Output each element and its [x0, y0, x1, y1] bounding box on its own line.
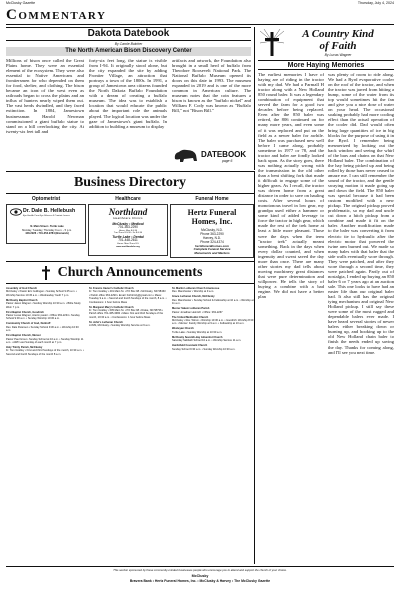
- faith-col-1: The earliest memories I have of haying are of riding in the tractor with my dad. We had a Farmall H tractor along with a New Holland 850 round baler. It was a legendary combination of equipment that served the farm for a good two decades before being replaced. Even after the 850 baler was retired, the 806 continued on for many more years, and even some of it was replaced and put on the field as a newer baler for awhile. The baler was purchased new well before I came along, probably sometime in 1977 or 78, and the tractor and baler are fondly looked back upon. As the story goes, there was nothing actually wrong with the transmission in the old other than a bent shifting fork that made it difficult to engage some of the higher gears. As I recall, the tractor was driven home from a great distance in order to save on hauling costs. After several hours of monotonous travel in low gear, my grandpa used either a hammer or some kind of added leverage to force the tractor in high gear, which made the rest of the trek home at least a little more pleasant. Those were the days when the term "tractor trek" actually meant something. Back in the days when every dollar counted, and when ingenuity and sweat saved the day more than once. There are many other stories my dad tells about moving machinery great distances that were pure determination and willpower. He tells the story of buying a combine with a bad engine. We did not have a better plan: [258, 72, 324, 300]
- faith-title-line-1: A Country Kind: [302, 28, 374, 40]
- church-entry: [172, 327, 254, 334]
- church-entry: [6, 287, 84, 297]
- church-name: Community Church of God, Denhoff: [6, 322, 51, 326]
- column-divider-lower: [254, 171, 255, 564]
- church-entry: [89, 287, 167, 304]
- optometrist-line: 448-2226 • 701-253-9784 (Bismarck): [25, 232, 69, 236]
- header-paper: McClusky Gazette: [6, 1, 36, 5]
- church-entry: [6, 322, 84, 332]
- optometrist-sub: Eye Health Care Eye Glasses & Contact Lenses: [23, 215, 70, 217]
- church-entry: [172, 344, 254, 351]
- faith-title-line-2: of Faith: [319, 40, 357, 52]
- optometrist-line: Monday, Tuesday, Thursday 9 a.m. - 5 p.m.: [22, 228, 72, 232]
- church-entry: [172, 307, 254, 314]
- col-head-optometrist: Optometrist: [31, 196, 61, 202]
- page-header: [6, 0, 394, 6]
- church-name: Grace Lutheran Church, McClusky: [172, 295, 215, 299]
- eye-icon: [10, 208, 22, 216]
- faith-col-2: was plenty of room to ride along. We had a Byrd evaporative cooler on the roof of the tractor, and when the tractor was jarred from hitting a bump, some of the water from its top would sometimes hit the fan and give you a nice dose of water on your head. The occasional soaking probably had more cooling effect than the actual operation of the cooler did. Dad would often bring large quantities of ice in big blocks for the purpose of using it in the Byrd. I remember being mesmerized by looking out the back window and seeing the whirl of the bars and chains on that New Holland baler. The combination of the hay being picked up and being rolled by those bars never ceased to amaze me. I can still remember the sound of the tractor, and the gentle swaying motion it made going up and down the field. The 850 baler was special because it had been custom modified with a new pickup. The original pickup proved problematic, so my dad and uncle cut down a hitch pickup from a combine and made it fit on the baler. Another modification made to the baler was converting it from electric tie to hydraulic after the electric motor that powered the twine arm burned out. We made so many bales with that baler that the side walls eventually wore through. They were patched, and after they wore through a second time, they were patched again. Partly out of nostalgia, I ended up buying an 850 baler 6 or 7 years ago at an auction sale. This one looks to have had an easier life than our original baler had. It also still has the original tying mechanism and original New Holland pickup. I still say these were some of the most rugged and dependable balers ever made. I have heard several stories of newer balers either breaking down or burning up, and hooking up to the old New Holland chain baler to finish the needs ended up saving the day. Thanks for coming along, and I'll see you next time.: [328, 72, 394, 355]
- healthcare-hours-2: Hours: Mon-Thurs 8-5: [117, 243, 139, 245]
- church-details: LCMS, McClusky • Sunday Worship Service at 9 a.m.: [89, 324, 151, 328]
- church-entry: [6, 311, 84, 321]
- church-rule: [6, 283, 254, 284]
- bison-icon: [172, 147, 200, 165]
- church-details: Pastor Lucas Wagner, interim pastor • Office 363-2234 • Sunday School 9:30 a.m. • Sunday Worship 10:30 a.m.: [6, 314, 80, 321]
- church-details: Fr. Tom Grafsky • 605 Main St. • PO Box 98 • Drake, ND 58736 • Parish office 701-465-3384 • Mass: first and third Sundays of the month, 10:30 a.m. • Confessions: 1 hour before Mass: [89, 309, 164, 319]
- church-name: Wesleyan Church: [172, 327, 194, 331]
- church-entry: [172, 316, 254, 326]
- healthcare-logo-sub: Healthcare Clinics: [113, 216, 143, 220]
- optometrist-line: N. Main Street • Turtle Lake: [30, 225, 64, 228]
- healthcare-clinic-2: Turtle Lake • Dental: [112, 235, 144, 239]
- datebook-word: DATEBOOK: [201, 150, 247, 159]
- church-name: St. Margaret Mary's Catholic Church: [89, 305, 134, 309]
- datebook-logo: [172, 146, 251, 166]
- church-details: Rev. Dale Petersen • Sunday School 9:30 a.m. • Worship 10:30 a.m.: [6, 325, 79, 333]
- church-entry: [89, 321, 167, 328]
- church-col-1: [6, 287, 84, 563]
- church-banner-box: [6, 264, 254, 282]
- church-entry: [89, 306, 167, 320]
- dakota-col-3: artifacts and artwork, the Foundation also brought in a small herd of buffalo from Theodore Roosevelt National Park. The National Buffalo Museum opened its doors on this date in 1993. The museum expanded in 2019 and is one of the more common in American culture. The museum notes that the coin features a bison is known as the "buffalo nickel" and William F. Cody was known as "Buffalo Bill," not "Bison Bill.": [172, 58, 251, 114]
- church-details: Rev. Manchester • Sunday School & Fellowship at 10 a.m. • Worship at 11 a.m.: [172, 298, 254, 306]
- healthcare-logo: Northland: [108, 207, 148, 217]
- section-title: Commentary: [6, 7, 107, 23]
- faith-byline: By Lucas Wagner: [324, 53, 352, 57]
- church-entry: [6, 346, 84, 356]
- healthcare-ad: [88, 204, 168, 256]
- church-details: Sunday School 9:30 a.m. • Sunday Worship 10:30 a.m.: [172, 347, 236, 351]
- church-details: Saturday Sabbath School 10 a.m. • Worship Service 11 a.m.: [172, 339, 242, 343]
- dakota-headline: The North American Bison Discovery Center: [6, 47, 251, 56]
- church-name: Holy Trinity Parish, McClusky: [6, 346, 43, 350]
- church-details: Fr. Tom Grafsky • 401 Main St. • PO Box 98 • McClusky, ND 58463 • Parish office 363-2290 • Email: hsthtrinity@gmail.com • Mass: Tuesday 9 a.m. • Second and fourth Sundays of the month, 8 a.m. • Confessions: 1 hour before Mass: [89, 290, 167, 304]
- dakota-title-box: [6, 27, 251, 41]
- church-details: McClusky • Pastor Eric Gullingen • Sunday School 9:45 a.m. • Worship Service 10:45 a.m. • Wednesday Youth 7 p.m.: [6, 290, 77, 297]
- church-details: Pastor Paul Grout • Sunday School at 10 a.m. • Sunday Worship 11 a.m. • AWF Last Sunday of each month at 7 p.m.: [6, 337, 84, 345]
- datebook-page: page 6: [222, 159, 233, 163]
- header-date: Thursday, July 4, 2024: [357, 1, 394, 5]
- healthcare-phone-2: 701-448-2611: [118, 238, 138, 243]
- directory-top-rule: [6, 171, 254, 172]
- funeral-name-line-1: Hertz Funeral: [187, 208, 237, 217]
- healthcare-web: www.northlandchc.org: [116, 245, 140, 248]
- optometrist-name: Dr. Dale B. Hellebush: [23, 208, 76, 214]
- church-name: Assembly of God Church: [6, 287, 38, 290]
- directory-rule: [6, 193, 254, 194]
- church-entry: [6, 299, 84, 309]
- church-banner: Church Announcements: [57, 265, 203, 280]
- funeral-ad: [170, 204, 254, 258]
- healthcare-hours-1: Hours: Mon 8-5:30: [118, 229, 138, 232]
- dakota-col-1: Millions of bison once called the Great Plains home. They were an essential element of the ecosystem. They were also essential to Native Americans and frontiersmen for who depended on them for food, shelter, and clothing. The bison became an icon of the west even as railroads began to cross the plains and an influx of hunters nearly wiped them out. The vast herds dwindled, and they faced extinction. In 1804, Jamestown businessman Harold Newman commissioned a giant buffalo statue to stand on a hill overlooking the city. At twenty-six feet tall and: [6, 58, 84, 134]
- funeral-tag-2: Monuments and Markers: [194, 250, 230, 255]
- optometrist-ad: [6, 204, 86, 244]
- church-details: Turtle Lake • Sunday Worship at 10:30 a.m.: [172, 330, 223, 334]
- church-details: McClusky • Rev. Wirum • Worship 10:30 a.m. • Goodrich: Worship 8:30 a.m. • Mercer: Family Worship at 9 a.m. • Fellowship at 10 a.m.: [172, 319, 254, 326]
- footer-business: McClusky: [191, 574, 209, 578]
- healthcare-hours-1b: Tue-Thurs 8-5:30 • Fri 8-5:30: [113, 232, 143, 235]
- dakota-byline: By Carole Butcher: [114, 42, 143, 46]
- church-name: McClusky Seventh-day Adventist Church: [172, 335, 223, 339]
- funeral-line: Harvey, N.D.: [202, 236, 221, 240]
- funeral-tag-1: Complete Funeral Service: [193, 247, 231, 251]
- funeral-line: McClusky, N.D.: [201, 228, 223, 232]
- church-entry: [172, 295, 254, 305]
- church-entry: [172, 287, 254, 294]
- church-name: St. Martin Lutheran Church Anamoose: [172, 287, 220, 290]
- church-details: Pastor Jason Wagner • Sunday Worship 10:30 a.m. • Bible Study Wed. 7 p.m.: [6, 302, 81, 309]
- church-name: Hurdsfield Covenant Church: [172, 344, 208, 348]
- church-details: Rev. Manchester • Worship at 9 a.m.: [172, 290, 215, 294]
- funeral-web: hertzfuneralhomes.com: [195, 244, 229, 248]
- footer-line-1: This section sponsored by these community-minded businesses people who encourage you to attend and support the church of your choice.: [113, 568, 287, 572]
- footer-rule: [6, 566, 394, 567]
- church-details: Pastor Jonathan Heinrich • Office: 363-2267: [172, 310, 223, 314]
- church-col-3: [172, 287, 254, 563]
- cross-sunburst-icon: [260, 29, 284, 57]
- church-name: First Baptist Church, Mercer: [6, 334, 41, 338]
- church-entry: [172, 336, 254, 343]
- church-top-rule: [6, 261, 254, 262]
- funeral-line: Phone 324-4374: [200, 240, 224, 244]
- church-col-2: [89, 287, 167, 563]
- faith-headline: More Haying Memories: [258, 60, 394, 70]
- church-name: St. Francis Xavier's Catholic Church: [89, 287, 134, 290]
- directory-banner: Business Directory: [73, 175, 187, 190]
- church-name: Mercer Salem Lutheran Parish: [172, 307, 210, 311]
- col-head-funeral: Funeral Home: [195, 196, 229, 202]
- faith-title-box: [258, 27, 394, 59]
- church-name: McClusky Baptist Church: [6, 298, 38, 302]
- funeral-line: Phone 363-2290: [200, 232, 224, 236]
- column-divider: [254, 27, 255, 170]
- optometrist-details: [10, 225, 84, 236]
- church-name: The United Methodist Church: [172, 315, 209, 319]
- healthcare-phone-1: 701-363-2290: [118, 224, 138, 229]
- dakota-col-2: forty-six feet long, the statue is visible from I-94. It originally stood alone, but the city expanded the site by adding Frontier Village, an attraction that portrays a town of the 1800s. In 1991, a group of Jamestown area citizens founded the North Dakota Buffalo Foundation with a dream of creating a buffalo museum. The idea was to establish a location that would educate the public about the important role the animals played. The logical location was under the gaze of Jamestown's giant buffalo. In addition to building a museum to display: [89, 58, 167, 129]
- church-name: First Baptist Church, Goodrich: [6, 310, 44, 314]
- dakota-title: Dakota Datebook: [87, 28, 170, 39]
- funeral-name-line-2: Homes, Inc.: [191, 217, 233, 226]
- church-entry: [6, 334, 84, 344]
- church-details: Fr. Tom Grafsky • First and third Sundays of the month, 10:30 a.m. • Second and fourth Sundays of the month 8 a.m.: [6, 349, 84, 356]
- footer-line-2: Bravera Bank • Hertz Funeral Homes, Inc. • McClusky & Harvey • The McClusky Gazette: [129, 579, 271, 583]
- col-head-healthcare: Healthcare: [115, 196, 141, 202]
- header-rule: [6, 24, 394, 25]
- healthcare-clinic-1: McClusky • Medical: [112, 221, 144, 226]
- church-name: St. John's Lutheran Church: [89, 320, 123, 324]
